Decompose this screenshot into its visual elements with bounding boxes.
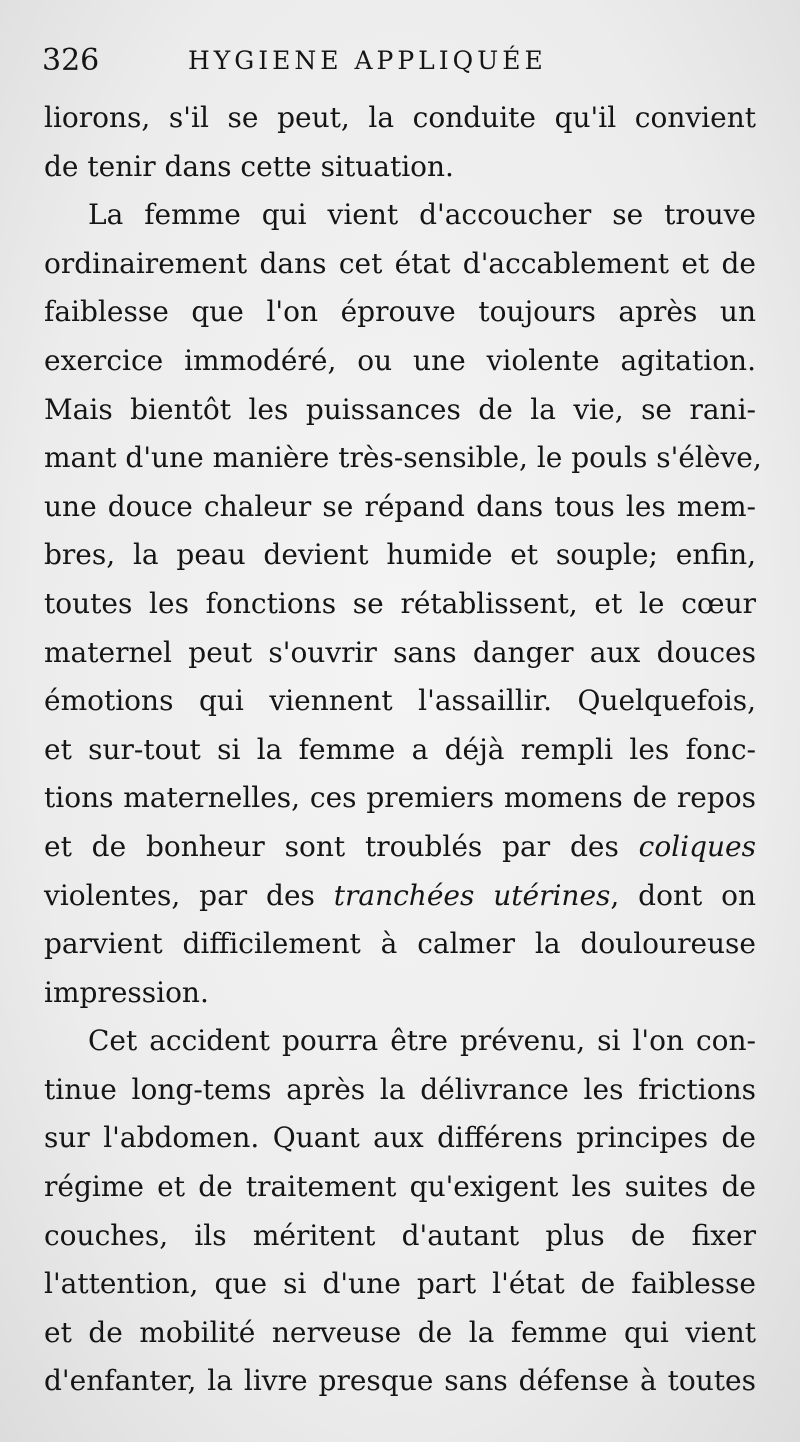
text-line: ordinairement dans cet état d'accablement et de — [44, 246, 756, 280]
running-head — [42, 36, 762, 86]
text-line: et de mobilité nerveuse de la femme qui vient — [44, 1315, 756, 1349]
text-line: mant d'une manière très-sensible, le pouls s'élève, — [44, 441, 762, 475]
text-line: sur l'abdomen. Quant aux différens principes de — [44, 1121, 756, 1155]
text-line — [44, 823, 756, 872]
text-line: tinue long-tems après la délivrance les frictions — [44, 1072, 756, 1106]
text-line: parvient difficilement à calmer la douloureuse — [44, 927, 756, 961]
body-text — [44, 94, 762, 1406]
text-line — [44, 872, 756, 921]
text-line: impression. — [44, 975, 209, 1009]
text-line: exercice immodéré, ou une violente agitation. — [44, 343, 756, 377]
text-line: liorons, s'il se peut, la conduite qu'il convient — [44, 101, 756, 134]
text-line: régime et de traitement qu'exigent les suites de — [44, 1170, 756, 1204]
text-line: faiblesse que l'on éprouve toujours après un — [44, 295, 756, 329]
text-line: une douce chaleur se répand dans tous les mem- — [44, 489, 756, 523]
text-line: maternel peut s'ouvrir sans danger aux douces — [44, 635, 756, 669]
text-line: l'attention, que si d'une part l'état de faiblesse — [44, 1267, 756, 1301]
running-title: HYGIENE APPLIQUÉE — [188, 46, 547, 75]
text-line: d'enfanter, la livre presque sans défense à toutes — [44, 1364, 756, 1398]
text-line: tions maternelles, ces premiers momens de repos — [44, 781, 756, 815]
text-line: de tenir dans cette situation. — [44, 149, 454, 183]
italic-term-coliques: coliques — [638, 829, 756, 863]
text-line: La femme qui vient d'accoucher se trouve — [88, 198, 756, 232]
text-line: et sur-tout si la femme a déjà rempli les fonc- — [44, 732, 756, 766]
text-segment: et de bonheur sont troublés par des — [44, 829, 619, 863]
text-line: Cet accident pourra être prévenu, si l'on con- — [88, 1024, 756, 1058]
text-line: Mais bientôt les puissances de la vie, se rani- — [44, 392, 756, 426]
text-segment: , dont on — [610, 878, 756, 912]
text-segment: violentes, par des — [44, 878, 315, 912]
italic-term-tranchees: tranchées utérines — [333, 878, 611, 912]
text-line: bres, la peau devient humide et souple; enfin, — [44, 538, 756, 572]
text-line: émotions qui viennent l'assaillir. Quelquefois, — [44, 684, 756, 718]
text-line: toutes les fonctions se rétablissent, et le cœur — [44, 586, 756, 620]
text-line: couches, ils méritent d'autant plus de fixer — [44, 1218, 756, 1252]
page-number: 326 — [42, 43, 100, 78]
